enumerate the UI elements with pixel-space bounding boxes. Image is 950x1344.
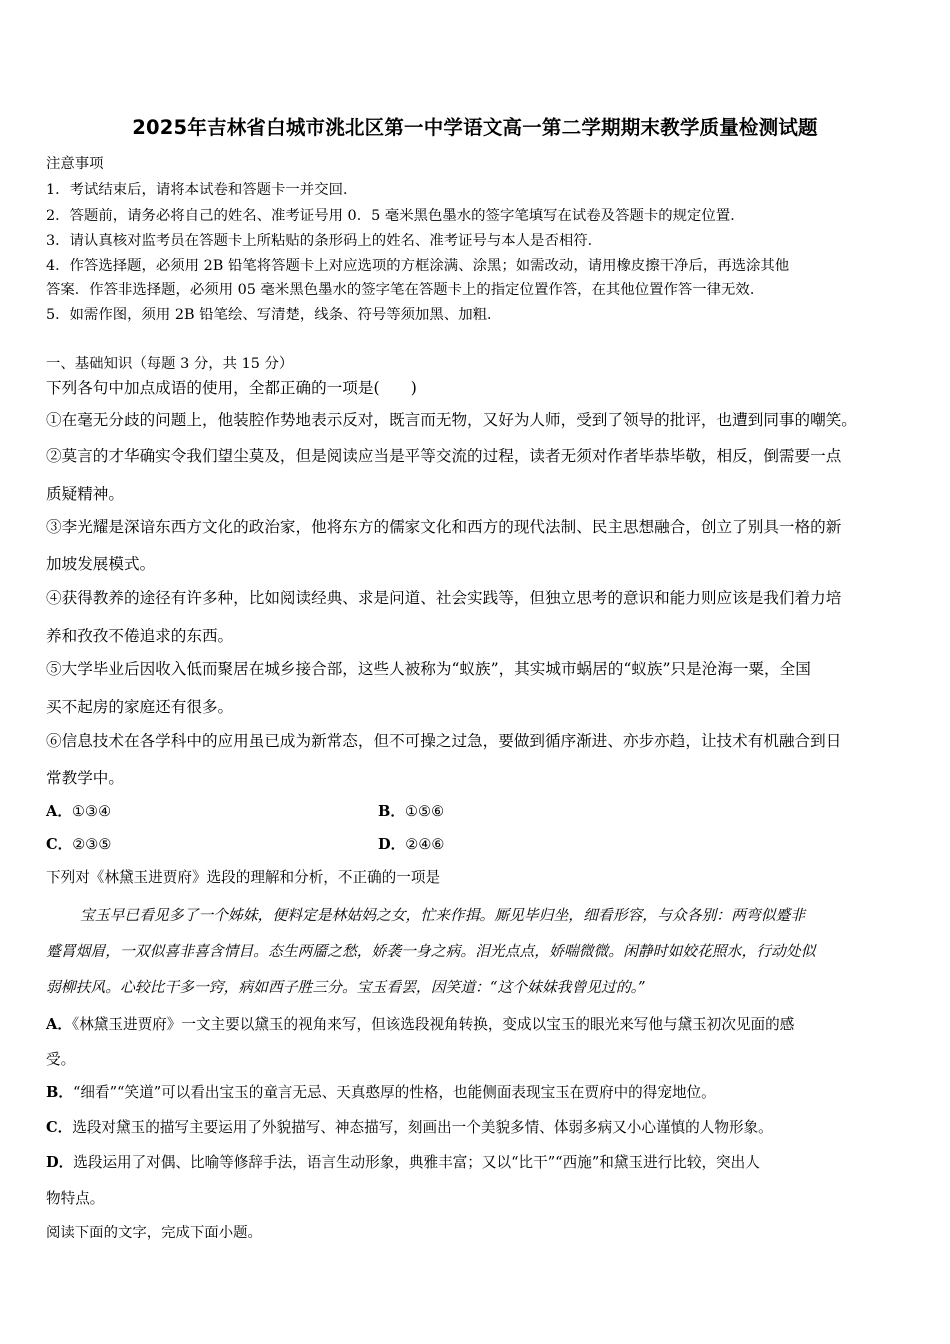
question-line: ④获得教养的途径有许多种，比如阅读经典、求是问道、社会实践等，但独立思考的意识和能力则应该是我们着力培 bbox=[46, 589, 842, 607]
option-a[interactable] bbox=[46, 800, 111, 821]
option-text: 《林黛玉进贾府》一文主要以黛玉的视角来写，但该选段视角转换，变成以宝玉的眼光来写他与黛玉初次见面的感 bbox=[71, 1016, 795, 1033]
notice-heading: 注意事项 bbox=[46, 156, 104, 172]
option-c[interactable] bbox=[46, 833, 111, 854]
option-letter: C． bbox=[46, 1119, 73, 1136]
option-b[interactable] bbox=[46, 1081, 716, 1102]
question-line: 质疑精神。 bbox=[46, 485, 124, 503]
notice-item: 2．答题前，请务必将自己的姓名、准考证号用 0．5 毫米黑色墨水的签字笔填写在试卷及答题卡的规定位置． bbox=[46, 208, 745, 224]
notice-item: 3．请认真核对监考员在答题卡上所粘贴的条形码上的姓名、准考证号与本人是否相符． bbox=[46, 233, 603, 249]
question-line: 加坡发展模式。 bbox=[46, 555, 156, 573]
option-letter: C． bbox=[46, 836, 73, 853]
option-letter: D． bbox=[378, 836, 406, 853]
page-title: 2025年吉林省白城市洮北区第一中学语文高一第二学期期末教学质量检测试题 bbox=[132, 116, 818, 139]
option-text: ②③⑤ bbox=[72, 836, 112, 853]
option-c[interactable] bbox=[46, 1116, 773, 1137]
option-text: ①③④ bbox=[71, 803, 112, 820]
option-text: 选段运用了对偶、比喻等修辞手法，语言生动形象，典雅丰富；又以“比干”“西施”和黛玉进行比较，突出人 bbox=[73, 1154, 760, 1171]
question-line: ②莫言的才华确实令我们望尘莫及，但是阅读应当是平等交流的过程，读者无须对作者毕恭毕敬，相反，倒需要一点 bbox=[46, 447, 842, 465]
question-stem: 下列对《林黛玉进贾府》选段的理解和分析，不正确的一项是 bbox=[46, 869, 441, 886]
notice-item: 1．考试结束后，请将本试卷和答题卡一并交回． bbox=[46, 182, 358, 198]
option-d[interactable] bbox=[378, 833, 445, 854]
question-line: ⑤大学毕业后因收入低而聚居在城乡接合部，这些人被称为“蚁族”，其实城市蜗居的“蚁族”只是沧海一粟，全国 bbox=[46, 660, 811, 678]
option-text: ②④⑥ bbox=[405, 836, 445, 853]
option-letter: B． bbox=[378, 803, 405, 820]
question-line: 养和孜孜不倦追求的东西。 bbox=[46, 627, 234, 645]
option-a[interactable] bbox=[46, 1013, 794, 1034]
notice-item: 5．如需作图，须用 2B 铅笔绘、写清楚，线条、符号等须加黑、加粗． bbox=[46, 307, 502, 323]
question-line: ⑥信息技术在各学科中的应用虽已成为新常态，但不可操之过急，要做到循序渐进、亦步亦趋，让技术有机融合到日 bbox=[46, 732, 842, 750]
section-heading: 一、基础知识（每题 3 分，共 15 分） bbox=[46, 356, 294, 372]
passage-line: 蹙罥烟眉，一双似喜非喜含情目。态生两靥之愁，娇袭一身之病。泪光点点，娇喘微微。闲静时如姣花照水，行动处似 bbox=[46, 943, 816, 960]
option-letter: A． bbox=[46, 1016, 72, 1033]
option-letter: A． bbox=[46, 803, 72, 820]
option-text: 选段对黛玉的描写主要运用了外貌描写、神态描写，刻画出一个美貌多情、体弱多病又小心谨慎的人物形象。 bbox=[72, 1119, 773, 1136]
question-line: ①在毫无分歧的问题上，他装腔作势地表示反对，既言而无物，又好为人师，受到了领导的批评，也遭到同事的嘲笑。 bbox=[46, 411, 857, 429]
question-line: 买不起房的家庭还有很多。 bbox=[46, 698, 234, 716]
notice-item: 4．作答选择题，必须用 2B 铅笔将答题卡上对应选项的方框涂满、涂黑；如需改动，请用橡皮擦干净后，再选涂其他 bbox=[46, 258, 790, 274]
option-d[interactable] bbox=[46, 1151, 760, 1172]
question-stem: 下列各句中加点成语的使用，全都正确的一项是( ) bbox=[46, 379, 417, 397]
option-text: ①⑤⑥ bbox=[404, 803, 445, 820]
option-text: “细看”“笑道”可以看出宝玉的童言无忌、天真憨厚的性格，也能侧面表现宝玉在贾府中的得宠地位。 bbox=[72, 1084, 716, 1101]
passage-line: 宝玉早已看见多了一个姊妹，便料定是林姑妈之女，忙来作揖。厮见毕归坐，细看形容，与众各别：两弯似蹙非 bbox=[80, 907, 806, 924]
option-letter: B． bbox=[46, 1084, 73, 1101]
option-text-continued: 受。 bbox=[46, 1051, 76, 1068]
reading-intro: 阅读下面的文字，完成下面小题。 bbox=[46, 1225, 262, 1241]
passage-line: 弱柳扶风。心较比干多一窍，病如西子胜三分。宝玉看罢，因笑道：“这个妹妹我曾见过的。” bbox=[46, 979, 646, 996]
question-line: ③李光耀是深谙东西方文化的政治家，他将东方的儒家文化和西方的现代法制、民主思想融合，创立了别具一格的新 bbox=[46, 518, 842, 536]
option-b[interactable] bbox=[378, 800, 444, 821]
notice-item: 答案．作答非选择题，必须用 05 毫米黑色墨水的签字笔在答题卡上的指定位置作答，在其他位置作答一律无效． bbox=[46, 282, 765, 298]
option-letter: D． bbox=[46, 1154, 74, 1171]
question-line: 常教学中。 bbox=[46, 769, 124, 787]
option-text-continued: 物特点。 bbox=[46, 1190, 105, 1207]
